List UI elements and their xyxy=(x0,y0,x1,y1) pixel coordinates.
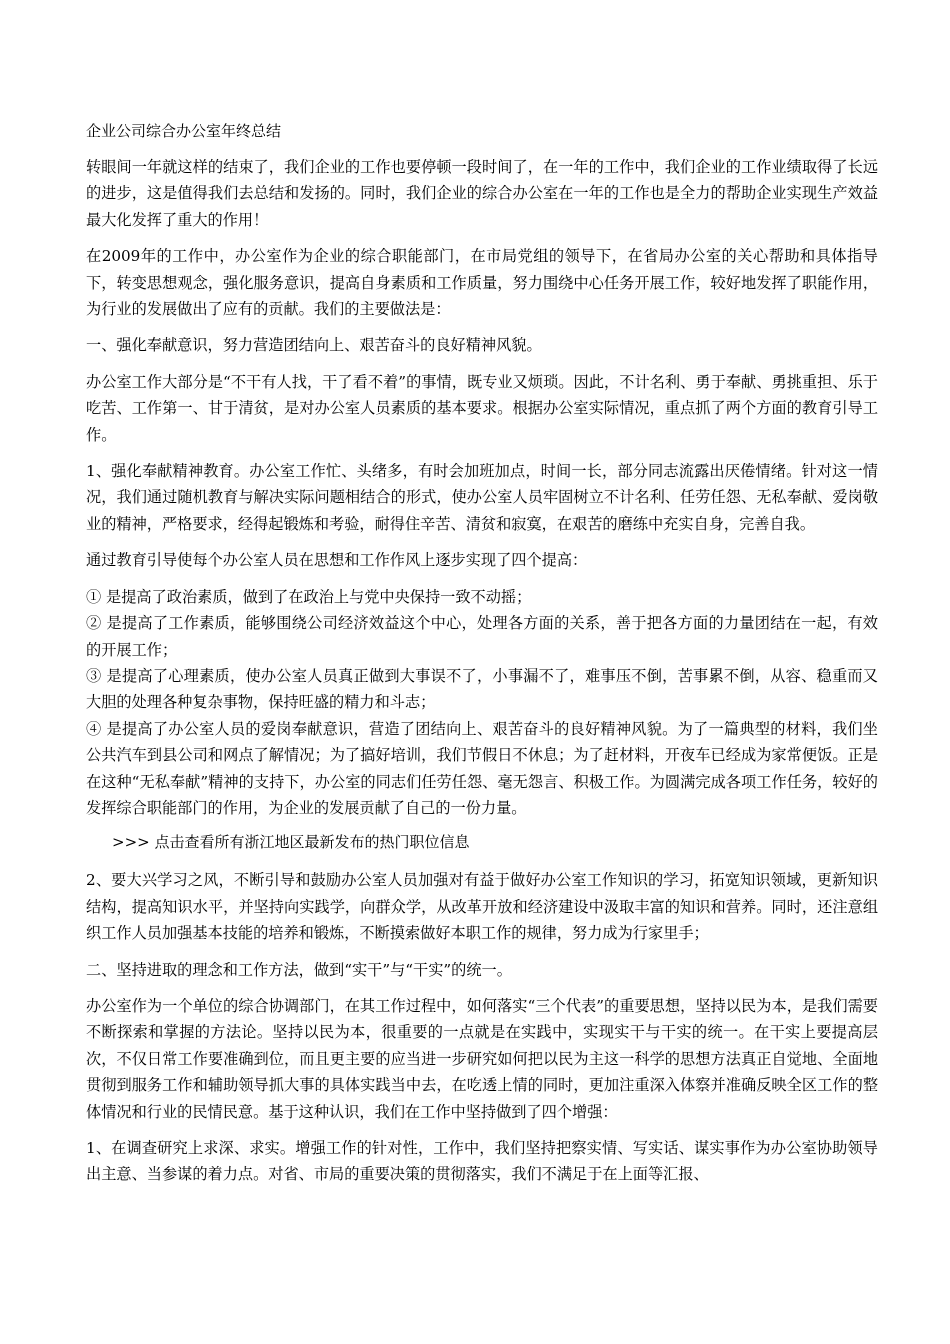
intro-paragraph: 转眼间一年就这样的结束了，我们企业的工作也要停顿一段时间了，在一年的工作中，我们企业的工作业绩取得了长远的进步，这是值得我们去总结和发扬的。同时，我们企业的综合办公室在一年的工作也是全力的帮助企业实现生产效益最大化发挥了重大的作用！ xyxy=(86,158,878,229)
research-paragraph: 1、在调查研究上求深、求实。增强工作的针对性，工作中，我们坚持把察实情、写实话、谋实事作为办公室协助领导出主意、当参谋的着力点。对省、市局的重要决策的贯彻落实，我们不满足于在上面等汇报、 xyxy=(86,1139,878,1184)
section-heading-1: 一、强化奉献意识，努力营造团结向上、艰苦奋斗的良好精神风貌。 xyxy=(86,336,542,355)
four-improvements-intro: 通过教育引导使每个办公室人员在思想和工作作风上逐步实现了四个提高： xyxy=(86,551,588,570)
study-paragraph: 2、要大兴学习之风，不断引导和鼓励办公室人员加强对有益于做好办公室工作知识的学习，拓宽知识领域，更新知识结构，提高知识水平，并坚持向实践学，向群众学，从改革开放和经济建设中汲取丰富的知识和营养。同时，还注意组织工作人员加强基本技能的培养和锻炼，不断摸索做好本职工作的规律，努力成为行家里手； xyxy=(86,871,878,943)
list-item: ① 是提高了政治素质，做到了在政治上与党中央保持一致不动摇； xyxy=(86,587,532,606)
dedication-education-paragraph: 1、强化奉献精神教育。办公室工作忙、头绪多，有时会加班加点，时间一长，部分同志流露出厌倦情绪。针对这一情况，我们通过随机教育与解决实际问题相结合的形式，使办公室人员牢固树立不计名利、任劳任怨、无私奉献、爱岗敬业的精神，严格要求，经得起锻炼和考验，耐得住辛苦、清贫和寂寞，在艰苦的磨练中充实自身，完善自我。 xyxy=(86,462,878,533)
list-item: ③ 是提高了心理素质，使办公室人员真正做到大事误不了，小事漏不了，难事压不倒，苦事累不倒，从容、稳重而又大胆的处理各种复杂事物，保持旺盛的精力和斗志； xyxy=(86,666,878,712)
section-heading-2: 二、坚持进取的理念和工作方法，做到“实干”与“干实”的统一。 xyxy=(86,960,512,979)
improvements-list xyxy=(86,584,878,822)
work-overview-paragraph: 在2009年的工作中，办公室作为企业的综合职能部门，在市局党组的领导下，在省局办公室的关心帮助和具体指导下，转变思想观念，强化服务意识，提高自身素质和工作质量，努力围绕中心任务开展工作，较好地发挥了职能作用，为行业的发展做出了应有的贡献。我们的主要做法是： xyxy=(86,247,878,319)
list-item: ④ 是提高了办公室人员的爱岗奉献意识，营造了团结向上、艰苦奋斗的良好精神风貌。为了一篇典型的材料，我们坐公共汽车到县公司和网点了解情况；为了搞好培训，我们节假日不休息；为了赶材料，开夜车已经成为家常便饭。正是在这种“无私奉献”精神的支持下，办公室的同志们任劳任怨、毫无怨言、积极工作。为圆满完成各项工作任务，较好的发挥综合职能部门的作用，为企业的发展贡献了自己的一份力量。 xyxy=(86,719,878,817)
document-page xyxy=(86,118,878,1198)
office-work-paragraph: 办公室工作大部分是“不干有人找，干了看不着”的事情，既专业又烦琐。因此，不计名利、勇于奉献、勇挑重担、乐于吃苦、工作第一、甘于清贫，是对办公室人员素质的基本要求。根据办公室实际情况，重点抓了两个方面的教育引导工作。 xyxy=(86,372,878,444)
job-listings-link[interactable]: >>> 点击查看所有浙江地区最新发布的热门职位信息 xyxy=(112,833,470,852)
methodology-paragraph: 办公室作为一个单位的综合协调部门，在其工作过程中，如何落实“三个代表”的重要思想，坚持以民为本，是我们需要不断探索和掌握的方法论。坚持以民为本，很重要的一点就是在实践中，实现实干与干实的统一。在干实上要提高层次，不仅日常工作要准确到位，而且更主要的应当进一步研究如何把以民为主这一科学的思想方法真正自觉地、全面地贯彻到服务工作和辅助领导抓大事的具体实践当中去，在吃透上情的同时，更加注重深入体察并准确反映全区工作的整体情况和行业的民情民意。基于这种认识，我们在工作中坚持做到了四个增强： xyxy=(86,996,878,1121)
document-title: 企业公司综合办公室年终总结 xyxy=(86,122,282,140)
list-item: ② 是提高了工作素质，能够围绕公司经济效益这个中心，处理各方面的关系，善于把各方面的力量团结在一起，有效的开展工作； xyxy=(86,614,878,659)
